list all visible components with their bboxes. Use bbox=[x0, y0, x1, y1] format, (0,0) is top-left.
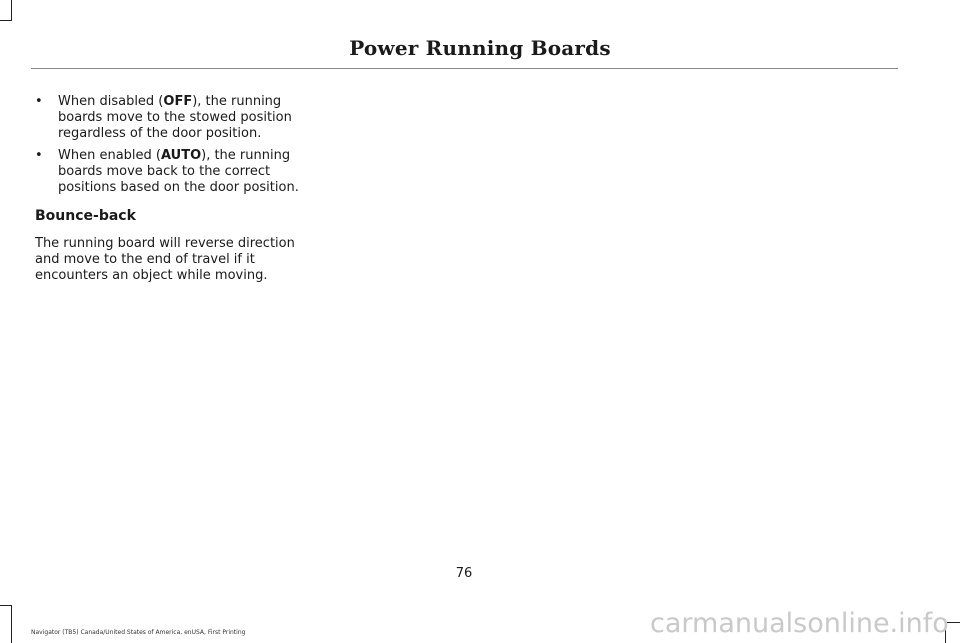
bullet-item-enabled bbox=[35, 148, 305, 196]
bullet-text-after: ), the running boards move back to the correct positions based on the door position. bbox=[58, 148, 299, 195]
edition-footer: Navigator (TB5) Canada/United States of America, enUSA, First Printing bbox=[31, 629, 246, 636]
crop-mark-bottom-left-horizontal bbox=[0, 605, 12, 606]
bullet-dot: • bbox=[35, 94, 43, 109]
bullet-text-before: When enabled ( bbox=[58, 148, 161, 163]
section-heading: Bounce-back bbox=[35, 208, 136, 224]
bullet-list bbox=[35, 94, 305, 196]
crop-mark-bottom-left-vertical bbox=[11, 605, 12, 643]
crop-mark-top-left-horizontal bbox=[0, 20, 12, 21]
bullet-text-before: When disabled ( bbox=[58, 94, 164, 109]
watermark: carmanualsonline.info bbox=[650, 608, 949, 639]
page-number: 76 bbox=[455, 566, 473, 581]
bullet-value-auto: AUTO bbox=[160, 148, 202, 163]
section-paragraph: The running board will reverse direction and move to the end of travel if it encounters an object while moving. bbox=[35, 236, 295, 283]
crop-mark-top-left-vertical bbox=[11, 0, 12, 20]
bullet-dot: • bbox=[35, 148, 43, 163]
page-title: Power Running Boards bbox=[349, 36, 611, 60]
bullet-text-after: ), the running boards move to the stowed position regardless of the door position. bbox=[58, 94, 292, 141]
bullet-value-off: OFF bbox=[163, 94, 193, 109]
header-rule bbox=[31, 68, 898, 69]
bullet-item-disabled bbox=[35, 94, 305, 142]
page-content bbox=[35, 94, 305, 284]
